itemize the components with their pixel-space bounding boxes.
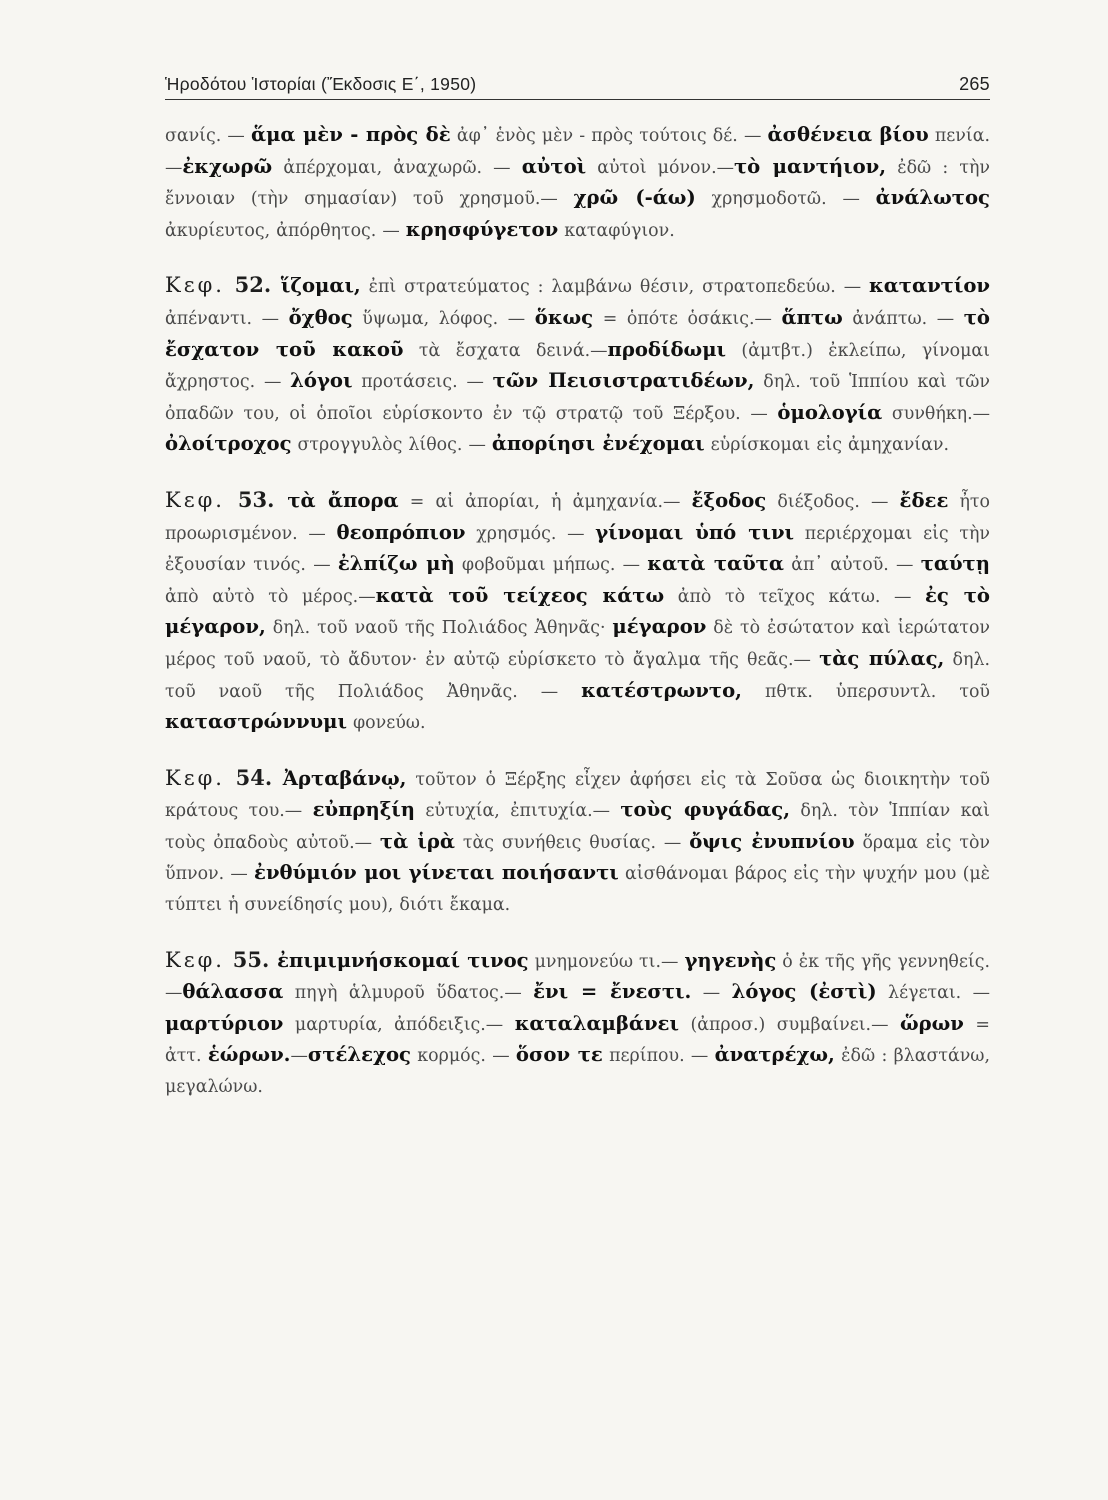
gloss-text: ὕψωμα, λόφος. —: [352, 308, 535, 329]
gloss-text: ἐπὶ στρατεύματος : λαμβάνω θέσιν, στρατοπεδεύω. —: [360, 277, 870, 298]
gloss-text: ἐδῶ : τὴν ἔννοιαν (τὴν σημασίαν) τοῦ χρησμοῦ.—: [165, 157, 990, 210]
lemma: τὰ ἄπορα: [287, 488, 399, 512]
lemma: ὁμολογία: [777, 400, 883, 424]
gloss-text: φοβοῦμαι μήπως. —: [454, 555, 648, 576]
gloss-text: προτάσεις. —: [352, 372, 493, 393]
lemma: ἐπιμιμνήσκομαί τινος: [277, 948, 529, 972]
gloss-text: = ἀττ.: [165, 1014, 990, 1067]
gloss-text: (ἀμτβτ.) ἐκλείπω, γίνομαι ἄχρηστος. —: [165, 340, 990, 393]
gloss-text: = αἱ ἀπορίαι, ἡ ἀμηχανία.—: [398, 491, 692, 512]
gloss-text: —: [691, 983, 732, 1004]
gloss-text: τὰ ἔσχατα δεινά.—: [403, 340, 608, 361]
gloss-text: αἰσθάνομαι βάρος εἰς τὴν ψυχήν μου (μὲ τύπτει ἡ συνείδησίς μου), διότι ἔκαμα.: [165, 864, 990, 916]
chapter-number: 54.: [224, 764, 283, 790]
lemma: κατὰ τοῦ τείχεος κάτω: [375, 583, 665, 607]
lemma: ἐς τὸ μέγαρον,: [165, 583, 990, 639]
gloss-text: ἀνάπτω. —: [842, 308, 964, 329]
gloss-text: χρησμός. —: [465, 523, 596, 544]
lemma: ὄχθος: [288, 305, 353, 329]
lemma: ὅσον τε: [515, 1043, 603, 1067]
lemma: ἅμα μὲν - πρὸς δὲ: [251, 123, 451, 146]
gloss-text: δηλ. τὸν Ἱππίαν καὶ τοὺς ὀπαδοὺς αὐτοῦ.—: [165, 801, 990, 853]
gloss-text: τὰς συνήθεις θυσίας. —: [454, 832, 690, 853]
gloss-text: πενία.—: [165, 126, 990, 178]
lemma: τὰ ἱρὰ: [379, 829, 455, 853]
lemma: τὰς πύλας,: [819, 646, 945, 670]
running-title: Ἡροδότου Ἱστορίαι (Ἔκδοσις Ε΄, 1950): [165, 74, 477, 94]
gloss-text: συνθήκη.—: [882, 403, 990, 424]
chapter-number: 53.: [224, 486, 288, 512]
glossary-entry-54: [165, 763, 990, 921]
gloss-text: περίπου. —: [602, 1046, 715, 1067]
lemma: ἀνατρέχω,: [714, 1043, 835, 1067]
lemma: ἵζομαι,: [280, 274, 361, 298]
lemma: θεοπρόπιον: [336, 520, 466, 544]
lemma: γίνομαι ὑπό τινι: [595, 520, 795, 544]
lemma: ὄψις ἐνυπνίου: [689, 829, 855, 853]
gloss-text: δὲ τὸ ἐσώτατον καὶ ἱερώτατον μέρος τοῦ ναοῦ, τὸ ἄδυτον· ἐν αὐτῷ εὑρίσκετο τὸ ἄγαλμα τῆς θεᾶς.—: [165, 618, 990, 670]
lemma: αὐτοὶ: [521, 154, 587, 178]
chapter-word: Κεφ.: [165, 487, 225, 512]
gloss-text: πθτκ. ὑπερσυντλ. τοῦ: [741, 681, 990, 702]
gloss-text: ὁ ἐκ τῆς γῆς γεννηθείς.—: [165, 951, 990, 1004]
lemma: θάλασσα: [182, 980, 284, 1004]
chapter-word: Κεφ.: [165, 947, 225, 972]
chapter-number: 55.: [224, 946, 278, 972]
chapter-label: [165, 948, 277, 972]
gloss-text: λέγεται. —: [876, 983, 991, 1004]
lemma: ἑώρων.: [207, 1043, 291, 1067]
lemma: κατὰ ταῦτα: [647, 552, 784, 576]
gloss-text: ἀπ᾿ αὐτοῦ. —: [783, 555, 921, 576]
glossary-entry-52: [165, 270, 990, 461]
gloss-text: ἀπὸ αὐτὸ τὸ μέρος.—: [165, 586, 376, 607]
gloss-text: στρογγυλὸς λίθος. —: [291, 435, 492, 456]
lemma: ταύτῃ: [920, 552, 990, 576]
gloss-text: διέξοδος. —: [766, 491, 900, 512]
chapter-label: [165, 766, 283, 790]
glossary-entry-53: [165, 485, 990, 739]
lemma: γηγενὴς: [684, 948, 777, 972]
gloss-text: εὑρίσκομαι εἰς ἀμηχανίαν.: [704, 435, 949, 456]
gloss-text: —: [290, 1046, 308, 1067]
lemma: ἔνι = ἔνεστι.: [533, 980, 692, 1004]
lemma: χρῶ (-άω): [573, 186, 696, 210]
lemma: καταλαμβάνει: [514, 1011, 679, 1035]
gloss-text: μαρτυρία, ἀπόδειξις.—: [283, 1014, 515, 1035]
lemma: ἐκχωρῶ: [182, 154, 273, 178]
gloss-text: ἀφ᾿ ἑνὸς μὲν - πρὸς τούτοις δέ. —: [450, 126, 768, 146]
lemma: μαρτύριον: [165, 1011, 284, 1035]
gloss-text: ἀπέναντι. —: [165, 308, 289, 329]
gloss-text: δηλ. τοῦ ναοῦ τῆς Πολιάδος Ἀθηνᾶς·: [265, 618, 613, 639]
lemma: Ἀρταβάνῳ,: [282, 766, 407, 790]
gloss-text: πηγὴ ἁλμυροῦ ὕδατος.—: [283, 983, 534, 1004]
lemma: καταντίον: [869, 274, 990, 298]
lemma: ἅπτω: [781, 305, 843, 329]
chapter-word: Κεφ.: [165, 765, 225, 790]
lemma: ὅκως: [534, 305, 594, 329]
running-header: [165, 74, 990, 100]
gloss-text: φονεύω.: [346, 713, 426, 734]
chapter-label: [165, 273, 281, 297]
lemma: μέγαρον: [612, 615, 707, 639]
lemma: ἀνάλωτος: [875, 186, 990, 210]
gloss-text: κορμός. —: [410, 1046, 516, 1067]
gloss-text: ἀπὸ τὸ τεῖχος κάτω. —: [664, 586, 925, 607]
lemma: καταστρώννυμι: [165, 710, 347, 734]
page-number: 265: [959, 74, 990, 94]
lemma: εὐπρηξίη: [312, 798, 416, 822]
gloss-text: (ἀπροσ.) συμβαίνει.—: [678, 1014, 900, 1035]
gloss-text: σανίς. —: [165, 126, 251, 146]
gloss-text: δηλ. τοῦ ναοῦ τῆς Πολιάδος Ἀθηνᾶς. —: [165, 649, 990, 702]
gloss-text: ἀκυρίευτος, ἀπόρθητος. —: [165, 220, 406, 241]
gloss-text: περιέρχομαι εἰς τὴν ἐξουσίαν τινός. —: [165, 523, 991, 576]
gloss-text: ἐδῶ : βλαστάνω, μεγαλώνω.: [165, 1046, 990, 1098]
gloss-text: χρησμοδοτῶ. —: [695, 189, 876, 210]
gloss-text: μνημονεύω τι.—: [528, 951, 685, 972]
gloss-text: καταφύγιον.: [558, 220, 675, 241]
gloss-text: ἦτο προωρισμένον. —: [165, 491, 990, 544]
lemma: ἔξοδος: [691, 488, 767, 512]
chapter-word: Κεφ.: [165, 273, 225, 298]
chapter-label: [165, 488, 287, 512]
gloss-text: τοῦτον ὁ Ξέρξης εἶχεν ἀφήσει εἰς τὰ Σοῦσα ὡς διοικητὴν τοῦ κράτους του.—: [165, 769, 990, 822]
lemma: λόγοι: [290, 369, 353, 393]
lemma: ἀπορίησι ἐνέχομαι: [491, 432, 705, 456]
lemma: προδίδωμι: [607, 337, 727, 361]
lemma: ἔδεε: [899, 488, 949, 512]
gloss-text: δηλ. τοῦ Ἱππίου καὶ τῶν ὀπαδῶν του, οἱ ὁποῖοι εὑρίσκοντο ἐν τῷ στρατῷ τοῦ Ξέρξου. —: [165, 372, 990, 424]
lemma: στέλεχος: [307, 1043, 411, 1067]
page: [165, 74, 990, 1103]
lemma: τὸ μαντήιον,: [733, 154, 887, 178]
gloss-text: αὐτοὶ μόνον.—: [586, 157, 734, 178]
lemma: ἀσθένεια βίου: [767, 123, 929, 146]
lemma: κρησφύγετον: [405, 217, 559, 241]
lemma: κατέστρωντο,: [581, 678, 742, 702]
glossary-entry-55: [165, 945, 990, 1103]
gloss-text: εὐτυχία, ἐπιτυχία.—: [415, 801, 621, 822]
gloss-text: ἀπέρχομαι, ἀναχωρῶ. —: [272, 157, 522, 178]
lemma: λόγος (ἐστὶ): [731, 980, 877, 1004]
gloss-text: = ὁπότε ὁσάκις.—: [593, 308, 782, 329]
lemma: τὸ ἔσχατον τοῦ κακοῦ: [165, 305, 990, 361]
lemma: τῶν Πεισιστρατιδέων,: [492, 369, 755, 393]
chapter-number: 52.: [224, 272, 281, 298]
gloss-text: ὅραμα εἰς τὸν ὕπνον. —: [165, 832, 990, 885]
glossary-entry-51: [165, 120, 990, 246]
lemma: ἐνθύμιόν μοι γίνεται ποιήσαντι: [254, 861, 619, 885]
lemma: τοὺς φυγάδας,: [620, 798, 791, 822]
lemma: ἐλπίζω μὴ: [337, 552, 455, 576]
lemma: ὥρων: [899, 1011, 964, 1035]
lemma: ὀλοίτροχος: [165, 432, 292, 456]
